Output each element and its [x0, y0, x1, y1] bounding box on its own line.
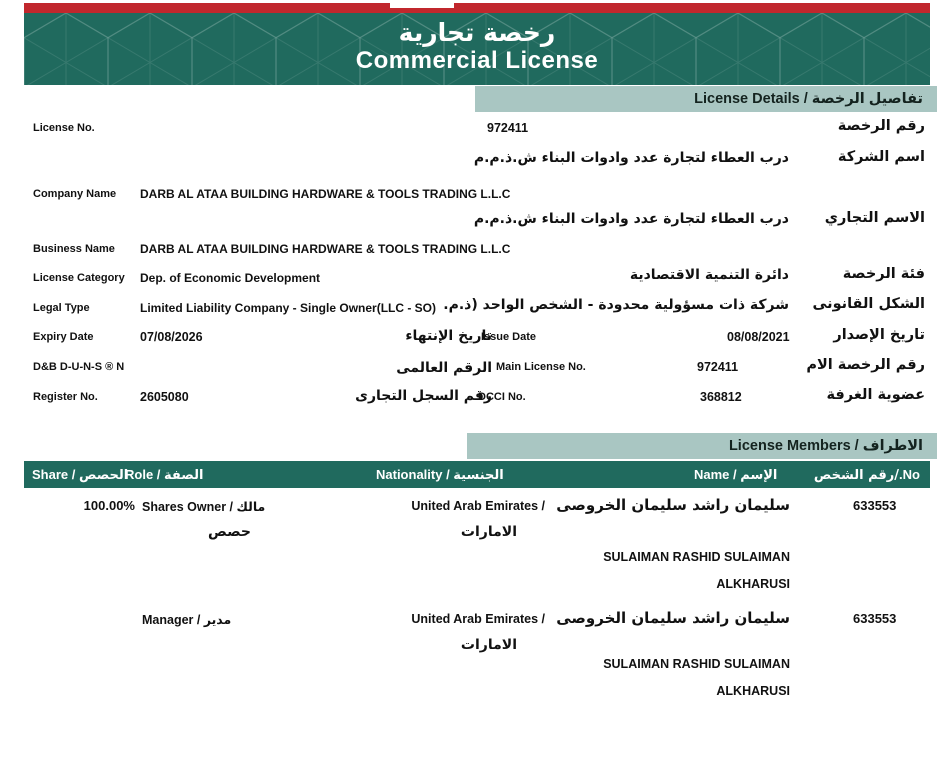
main-license-no-label-ar: رقم الرخصة الام: [806, 357, 925, 373]
person-no-column-header: [814, 461, 920, 488]
member-row-2-name-ar: سليمان راشد سليمان الخروصى: [556, 609, 790, 627]
document-title-english: Commercial License: [355, 47, 599, 74]
name-column-header: Name / الإسم: [694, 467, 778, 482]
trade-name-label-ar: الاسم التجاري: [824, 210, 925, 226]
company-name-value: DARB AL ATAA BUILDING HARDWARE & TOOLS TRADING L.L.C: [140, 187, 511, 201]
main-license-no-label: Main License No.: [496, 361, 586, 373]
dcci-no-value: 368812: [700, 390, 742, 404]
member-row-1-name-en: SULAIMAN RASHID SULAIMAN ALKHARUSI: [603, 550, 790, 591]
member-row-1-role-line2: حصص: [208, 524, 251, 540]
member-row-2-name-en: SULAIMAN RASHID SULAIMAN ALKHARUSI: [603, 657, 790, 698]
member-row-1-nationality-ar: الامارات: [460, 524, 517, 540]
license-category-label-ar: فئة الرخصة: [842, 266, 925, 282]
legal-type-value-ar: شركة ذات مسؤولية محدودة - الشخص الواحد (ذ.م.: [443, 297, 789, 313]
company-name-arabic-value: درب العطاء لتجارة عدد وادوات البناء ش.ذ.م.م: [473, 150, 789, 166]
title-banner: [24, 13, 930, 85]
legal-type-value: Limited Liability Company - Single Owner(LLC - SO): [140, 301, 437, 315]
role-column-header: Role / الصفة: [125, 467, 204, 482]
nationality-column-header: Nationality / الجنسية: [376, 467, 504, 482]
legal-type-label: Legal Type: [33, 302, 90, 314]
issue-date-label: Issue Date: [481, 331, 537, 343]
person-no-header-english: No.: [899, 467, 920, 482]
member-row-2-nationality-ar: الامارات: [460, 637, 517, 653]
document-title-arabic: رخصة تجارية: [398, 18, 556, 47]
license-category-label: License Category: [33, 272, 125, 284]
member-row-1-person-no: 633553: [853, 498, 897, 513]
trade-name-arabic-value: درب العطاء لتجارة عدد وادوات البناء ش.ذ.م.م: [473, 211, 789, 227]
duns-label: D&B D-U-N-S ® N: [33, 361, 125, 373]
license-category-value-ar: دائرة التنمية الاقتصادية: [629, 267, 789, 283]
member-row-1-role: Shares Owner / مالك: [142, 500, 266, 514]
business-name-value: DARB AL ATAA BUILDING HARDWARE & TOOLS TRADING L.L.C: [140, 242, 511, 256]
license-no-label-ar: رقم الرخصة: [837, 118, 925, 134]
expiry-date-label-ar: تاريخ الإنتهاء: [405, 328, 492, 344]
member-row-2-nationality: United Arab Emirates /: [411, 612, 545, 626]
license-details-section-header: License Details / تفاصيل الرخصة: [475, 86, 937, 112]
duns-label-ar: الرقم العالمى: [396, 360, 492, 376]
register-no-value: 2605080: [140, 390, 189, 404]
share-column-header: Share / الحصص: [32, 467, 129, 482]
dcci-no-label: DCCI No.: [478, 391, 526, 403]
license-no-value: 972411: [487, 121, 529, 135]
main-license-no-value: 972411: [697, 360, 739, 374]
issue-date-value: 08/08/2021: [727, 330, 790, 344]
business-name-label: Business Name: [33, 243, 115, 255]
member-row-2-role: Manager / مدير: [142, 613, 232, 627]
register-no-label-ar: رقم السجل التجارى: [355, 388, 492, 404]
legal-type-label-ar: الشكل القانونى: [812, 296, 925, 312]
dcci-no-label-ar: عضوية الغرفة: [826, 387, 925, 403]
member-row-2-person-no: 633553: [853, 611, 897, 626]
member-row-1-nationality: United Arab Emirates /: [411, 499, 545, 513]
members-table-header: [24, 461, 930, 488]
expiry-date-label: Expiry Date: [33, 331, 94, 343]
expiry-date-value: 07/08/2026: [140, 330, 203, 344]
top-red-segment-left: [24, 3, 390, 8]
member-row-1-name-ar: سليمان راشد سليمان الخروصى: [556, 496, 790, 514]
person-no-header-arabic: رقم الشخص/: [813, 468, 900, 483]
company-name-label-ar: اسم الشركة: [837, 149, 925, 165]
top-red-segment-right: [454, 3, 930, 8]
license-category-value: Dep. of Economic Development: [140, 271, 321, 285]
register-no-label: Register No.: [33, 391, 98, 403]
member-row-1-share: 100.00%: [83, 498, 135, 513]
license-members-section-header: License Members / الاطراف: [467, 433, 937, 459]
company-name-label: Company Name: [33, 188, 117, 200]
issue-date-label-ar: تاريخ الإصدار: [833, 327, 925, 343]
license-no-label: License No.: [33, 122, 95, 134]
